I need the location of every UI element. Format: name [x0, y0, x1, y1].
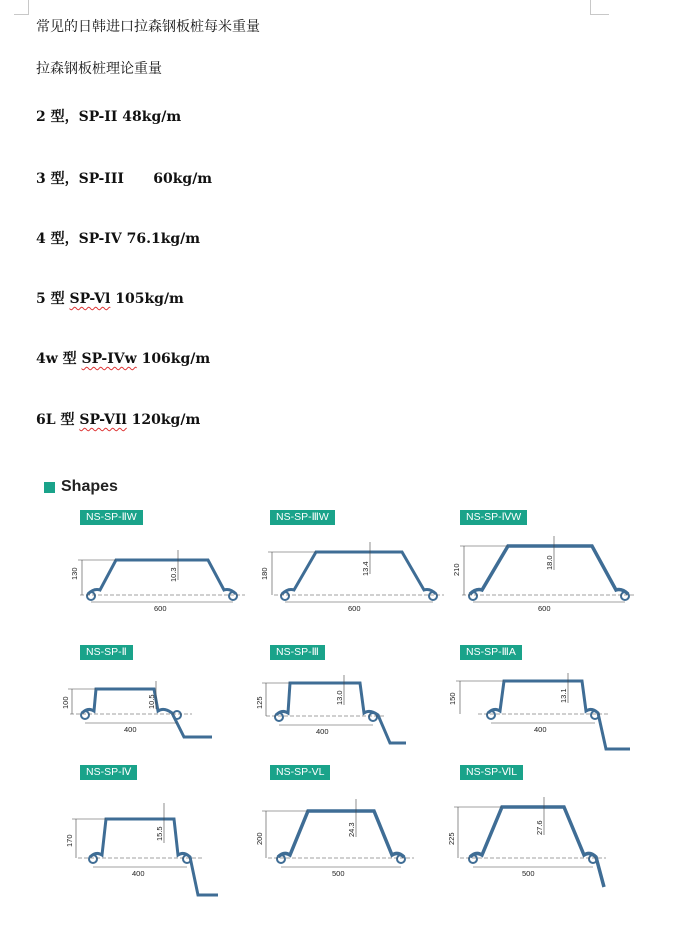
profile-card — [447, 763, 662, 883]
sheet-pile-profile — [256, 508, 466, 628]
svg-text:600: 600 — [348, 604, 361, 613]
sheet-pile-profile — [60, 643, 270, 763]
svg-text:400: 400 — [316, 727, 329, 736]
document-title: 常见的日韩进口拉森钢板桩每米重量 — [36, 19, 260, 35]
profile-card — [60, 643, 270, 763]
svg-text:600: 600 — [154, 604, 167, 613]
profile-card — [448, 643, 662, 763]
weight-line: 2 型，SP-II 48kg/m — [36, 109, 182, 125]
svg-text:210: 210 — [452, 563, 461, 576]
profile-label: NS-SP-ⅢA — [460, 645, 522, 660]
sheet-pile-profile — [448, 643, 662, 763]
svg-text:125: 125 — [255, 696, 264, 709]
svg-text:15.5: 15.5 — [155, 826, 164, 841]
svg-text:13.1: 13.1 — [559, 688, 568, 703]
weight-line: 6L 型 SP-VIl 120kg/m — [36, 412, 201, 428]
svg-text:13.0: 13.0 — [335, 690, 344, 705]
sheet-pile-profile — [60, 763, 270, 883]
svg-text:500: 500 — [332, 869, 345, 878]
page-corner-mark — [590, 0, 609, 15]
shapes-heading: Shapes — [44, 478, 118, 496]
profile-label: NS-SP-ⅥL — [460, 765, 523, 780]
svg-text:10.5: 10.5 — [147, 694, 156, 709]
sheet-pile-profile — [256, 643, 466, 763]
weight-line: 5 型 SP-Vl 105kg/m — [36, 291, 184, 307]
document-subtitle: 拉森钢板桩理论重量 — [36, 61, 162, 77]
weight-line: 3 型，SP-III 60kg/m — [36, 171, 213, 187]
svg-text:400: 400 — [132, 869, 145, 878]
svg-text:400: 400 — [124, 725, 137, 734]
profile-label: NS-SP-ⅡW — [80, 510, 143, 525]
svg-text:130: 130 — [70, 567, 79, 580]
profile-label: NS-SP-ⅣW — [460, 510, 527, 525]
svg-text:400: 400 — [534, 725, 547, 734]
sheet-pile-profile — [60, 508, 270, 628]
svg-text:180: 180 — [260, 567, 269, 580]
profile-label: NS-SP-Ⅲ — [270, 645, 325, 660]
svg-text:500: 500 — [522, 869, 535, 878]
svg-text:170: 170 — [65, 834, 74, 847]
profile-card — [256, 508, 466, 628]
svg-text:27.6: 27.6 — [535, 820, 544, 835]
svg-text:10.3: 10.3 — [169, 567, 178, 582]
profile-label: NS-SP-Ⅱ — [80, 645, 133, 660]
svg-text:600: 600 — [538, 604, 551, 613]
weight-line: 4 型，SP-IV 76.1kg/m — [36, 231, 201, 247]
page-corner-mark — [14, 0, 29, 15]
profile-label: NS-SP-Ⅳ — [80, 765, 137, 780]
profile-label: NS-SP-ⅢW — [270, 510, 335, 525]
profile-card — [60, 508, 270, 628]
svg-text:13.4: 13.4 — [361, 561, 370, 576]
heading-square-icon — [44, 482, 55, 493]
svg-text:150: 150 — [448, 692, 457, 705]
profile-card — [256, 643, 466, 763]
profile-card — [256, 763, 466, 883]
sheet-pile-profile — [447, 763, 662, 883]
profile-card — [60, 763, 270, 883]
svg-text:100: 100 — [61, 696, 70, 709]
svg-text:200: 200 — [255, 832, 264, 845]
sheet-pile-profile — [452, 508, 662, 628]
profile-card — [452, 508, 662, 628]
svg-text:225: 225 — [447, 832, 456, 845]
svg-text:24.3: 24.3 — [347, 822, 356, 837]
sheet-pile-profile — [256, 763, 466, 883]
weight-line: 4w 型 SP-IVw 106kg/m — [36, 351, 211, 367]
profile-label: NS-SP-VL — [270, 765, 330, 780]
svg-text:18.0: 18.0 — [545, 555, 554, 570]
